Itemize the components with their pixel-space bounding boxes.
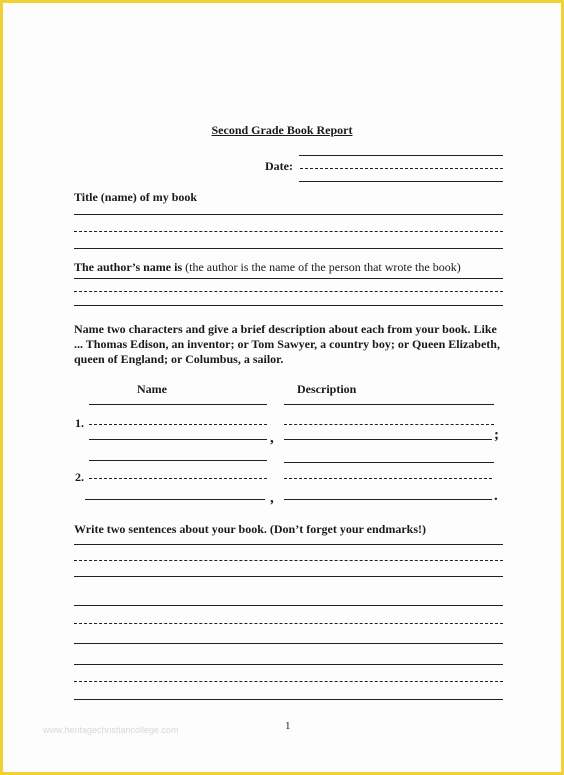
sentence-line-1-bottom	[74, 576, 503, 577]
characters-instructions: Name two characters and give a brief description about each from your book. Like ... Thomas Edison, an inventor; or Tom Sawyer, a country boy; or Queen Elizabeth, queen of England; or Columbus, a sailor.	[74, 322, 500, 366]
row1-description-line[interactable]	[284, 439, 492, 440]
book-title-label: Title (name) of my book	[74, 190, 198, 204]
sentence-line-3-dashed[interactable]	[74, 681, 503, 682]
row2-name-line[interactable]	[85, 499, 265, 500]
page-number: 1	[285, 720, 291, 732]
book-title-line-bottom	[74, 248, 503, 249]
book-title-line-dashed[interactable]	[74, 231, 503, 232]
sentence-line-2-bottom	[74, 643, 503, 644]
column-header-name: Name	[137, 382, 167, 396]
sentence-line-3-top	[74, 664, 503, 665]
row2-description-dashed[interactable]	[284, 478, 492, 479]
watermark-text: www.heritagechristiancollege.com	[43, 725, 179, 735]
row2-period: .	[494, 488, 498, 504]
row1-description-line-bottom	[284, 462, 494, 463]
book-title-line-top	[74, 214, 503, 215]
row2-number: 2.	[75, 470, 84, 484]
name-header-line	[89, 404, 267, 405]
author-line-bottom	[74, 305, 503, 306]
sentence-line-3-bottom	[74, 699, 503, 700]
column-header-description: Description	[297, 382, 357, 396]
author-prompt	[74, 260, 461, 275]
row1-comma: ,	[270, 430, 274, 446]
sentence-line-1-top	[74, 544, 503, 545]
sentences-prompt: Write two sentences about your book. (Don’t forget your endmarks!)	[74, 522, 426, 536]
row1-name-line[interactable]	[89, 439, 267, 440]
date-line-bottom	[299, 181, 503, 182]
date-line-top	[299, 155, 503, 156]
row1-number: 1.	[75, 416, 84, 430]
author-label: The author’s name is	[74, 260, 183, 274]
row2-description-line[interactable]	[284, 499, 492, 500]
row1-description-dashed[interactable]	[284, 424, 494, 425]
sentence-line-2-top	[74, 605, 503, 606]
row1-name-line-bottom	[89, 460, 267, 461]
author-line-top	[74, 278, 503, 279]
row2-name-dashed[interactable]	[89, 478, 267, 479]
author-hint: (the author is the name of the person that wrote the book)	[185, 260, 461, 274]
author-line-dashed[interactable]	[74, 291, 503, 292]
row1-semicolon: ;	[494, 427, 499, 443]
description-header-line	[284, 404, 494, 405]
date-line-dashed[interactable]	[300, 168, 503, 169]
row1-name-dashed[interactable]	[89, 424, 267, 425]
sentence-line-2-dashed[interactable]	[74, 623, 503, 624]
worksheet-page	[3, 3, 561, 772]
date-label: Date:	[265, 159, 293, 173]
report-title: Second Grade Book Report	[211, 123, 353, 137]
row2-comma: ,	[270, 490, 274, 506]
sentence-line-1-dashed[interactable]	[74, 560, 503, 561]
